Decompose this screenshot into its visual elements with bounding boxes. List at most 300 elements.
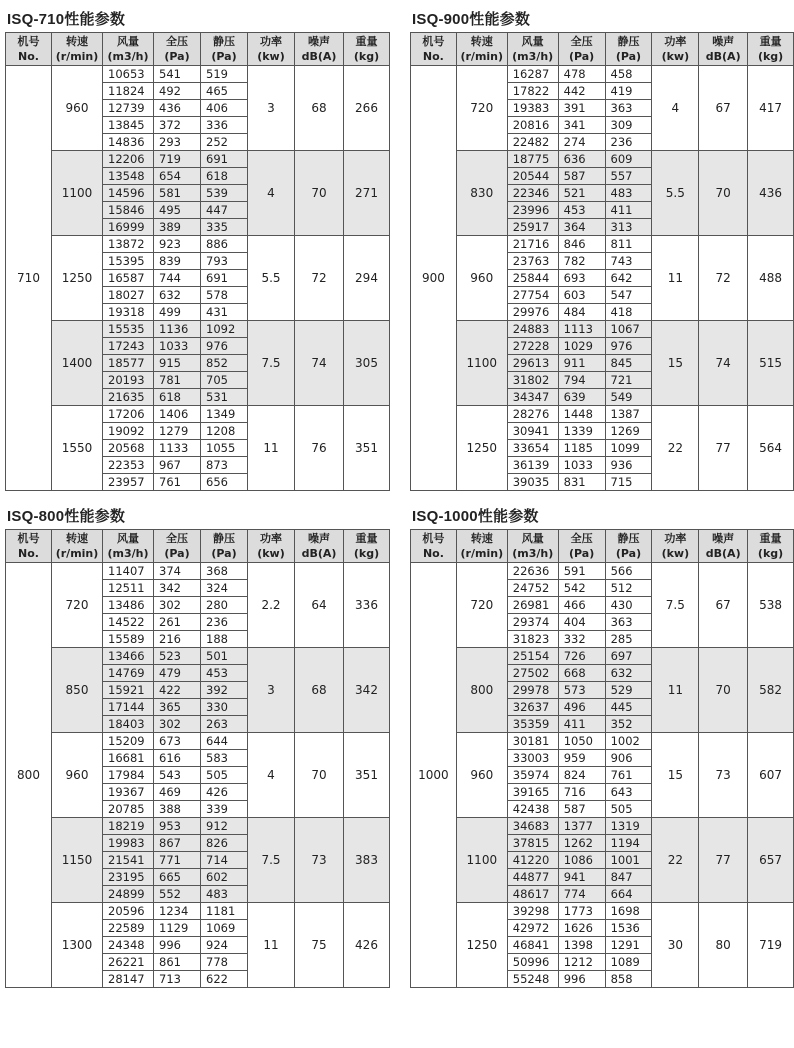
airflow-cell: 19318: [103, 304, 154, 321]
airflow-cell: 39165: [507, 784, 558, 801]
header-label: 风量: [117, 532, 139, 545]
airflow-cell: 22346: [507, 185, 558, 202]
airflow-cell: 14769: [103, 665, 154, 682]
weight-cell: 417: [748, 66, 794, 151]
static-pressure-cell: 1001: [605, 852, 652, 869]
header-label: 全压: [166, 532, 188, 545]
airflow-cell: 50996: [507, 954, 558, 971]
airflow-cell: 34347: [507, 389, 558, 406]
airflow-cell: 37815: [507, 835, 558, 852]
airflow-cell: 20816: [507, 117, 558, 134]
header-label: 全压: [570, 35, 593, 48]
table-row: [411, 648, 794, 665]
airflow-cell: 16681: [103, 750, 154, 767]
airflow-cell: 36139: [507, 457, 558, 474]
total-pressure-cell: 1029: [558, 338, 605, 355]
total-pressure-cell: 422: [154, 682, 201, 699]
weight-cell: 271: [344, 151, 390, 236]
static-pressure-cell: 309: [605, 117, 652, 134]
airflow-cell: 15589: [103, 631, 154, 648]
static-pressure-cell: 1181: [201, 903, 248, 920]
total-pressure-cell: 654: [154, 168, 201, 185]
total-pressure-cell: 587: [558, 168, 605, 185]
static-pressure-cell: 691: [201, 151, 248, 168]
total-pressure-cell: 1086: [558, 852, 605, 869]
table-block-isq-1000: [410, 505, 794, 988]
airflow-cell: 35974: [507, 767, 558, 784]
header-unit: dB(A): [705, 547, 741, 560]
total-pressure-cell: 959: [558, 750, 605, 767]
static-pressure-cell: 1055: [201, 440, 248, 457]
airflow-cell: 44877: [507, 869, 558, 886]
airflow-cell: 19092: [103, 423, 154, 440]
total-pressure-cell: 364: [558, 219, 605, 236]
static-pressure-cell: 642: [605, 270, 652, 287]
speed-cell: 1100: [52, 151, 103, 236]
airflow-cell: 20568: [103, 440, 154, 457]
power-cell: 7.5: [248, 321, 295, 406]
airflow-cell: 30941: [507, 423, 558, 440]
airflow-cell: 42438: [507, 801, 558, 818]
total-pressure-cell: 388: [154, 801, 201, 818]
header-label: 机号: [422, 35, 445, 48]
airflow-cell: 27754: [507, 287, 558, 304]
airflow-cell: 15921: [103, 682, 154, 699]
static-pressure-cell: 691: [201, 270, 248, 287]
airflow-cell: 33654: [507, 440, 558, 457]
noise-cell: 67: [699, 66, 748, 151]
static-pressure-cell: 363: [605, 100, 652, 117]
static-pressure-cell: 1002: [605, 733, 652, 750]
total-pressure-cell: 453: [558, 202, 605, 219]
airflow-cell: 18403: [103, 716, 154, 733]
weight-cell: 582: [748, 648, 794, 733]
noise-cell: 73: [699, 733, 748, 818]
total-pressure-cell: 365: [154, 699, 201, 716]
table-row: [6, 733, 390, 750]
header-unit: (m3/h): [512, 547, 554, 560]
table-row: [6, 151, 390, 168]
total-pressure-cell: 1033: [558, 457, 605, 474]
header-unit: (Pa): [164, 547, 190, 560]
static-pressure-cell: 1099: [605, 440, 652, 457]
weight-cell: 336: [344, 563, 390, 648]
static-pressure-cell: 418: [605, 304, 652, 321]
header-label: 转速: [470, 532, 493, 545]
weight-cell: 564: [748, 406, 794, 491]
static-pressure-cell: 715: [605, 474, 652, 491]
power-cell: 11: [248, 903, 295, 988]
total-pressure-cell: 541: [154, 66, 201, 83]
static-pressure-cell: 313: [605, 219, 652, 236]
header-label: 机号: [17, 532, 40, 545]
static-pressure-cell: 505: [201, 767, 248, 784]
total-pressure-cell: 713: [154, 971, 201, 988]
airflow-cell: 22482: [507, 134, 558, 151]
static-pressure-cell: 453: [201, 665, 248, 682]
airflow-cell: 23957: [103, 474, 154, 491]
header-unit: (m3/h): [107, 50, 149, 63]
total-pressure-cell: 941: [558, 869, 605, 886]
total-pressure-cell: 372: [154, 117, 201, 134]
static-pressure-cell: 811: [605, 236, 652, 253]
airflow-cell: 12739: [103, 100, 154, 117]
noise-cell: 68: [295, 66, 344, 151]
header-unit: dB(A): [301, 50, 337, 63]
airflow-cell: 20596: [103, 903, 154, 920]
total-pressure-cell: 389: [154, 219, 201, 236]
header-label: 转速: [66, 35, 88, 48]
total-pressure-cell: 665: [154, 869, 201, 886]
header-power: [652, 530, 699, 563]
noise-cell: 73: [295, 818, 344, 903]
header-label: 功率: [260, 532, 282, 545]
power-cell: 15: [652, 321, 699, 406]
total-pressure-cell: 1398: [558, 937, 605, 954]
speed-cell: 800: [456, 648, 507, 733]
airflow-cell: 23996: [507, 202, 558, 219]
airflow-cell: 13845: [103, 117, 154, 134]
table-row: [411, 66, 794, 83]
airflow-cell: 16587: [103, 270, 154, 287]
airflow-cell: 15535: [103, 321, 154, 338]
static-pressure-cell: 519: [201, 66, 248, 83]
total-pressure-cell: 591: [558, 563, 605, 580]
total-pressure-cell: 603: [558, 287, 605, 304]
table-block-isq-710: [5, 8, 390, 491]
total-pressure-cell: 953: [154, 818, 201, 835]
noise-cell: 64: [295, 563, 344, 648]
power-cell: 7.5: [248, 818, 295, 903]
total-pressure-cell: 794: [558, 372, 605, 389]
total-pressure-cell: 824: [558, 767, 605, 784]
header-unit: dB(A): [301, 547, 337, 560]
total-pressure-cell: 1033: [154, 338, 201, 355]
table-row: [411, 818, 794, 835]
speed-cell: 1250: [52, 236, 103, 321]
weight-cell: 383: [344, 818, 390, 903]
spec-table: [5, 32, 390, 491]
static-pressure-cell: 1387: [605, 406, 652, 423]
header-static-pressure: [605, 530, 652, 563]
speed-cell: 720: [456, 66, 507, 151]
airflow-cell: 18219: [103, 818, 154, 835]
airflow-cell: 46841: [507, 937, 558, 954]
header-weight: [748, 33, 794, 66]
airflow-cell: 13548: [103, 168, 154, 185]
noise-cell: 74: [295, 321, 344, 406]
noise-cell: 70: [699, 151, 748, 236]
total-pressure-cell: 616: [154, 750, 201, 767]
total-pressure-cell: 302: [154, 716, 201, 733]
static-pressure-cell: 721: [605, 372, 652, 389]
total-pressure-cell: 911: [558, 355, 605, 372]
total-pressure-cell: 1129: [154, 920, 201, 937]
airflow-cell: 15395: [103, 253, 154, 270]
header-static-pressure: [605, 33, 652, 66]
header-label: 机号: [17, 35, 40, 48]
total-pressure-cell: 673: [154, 733, 201, 750]
speed-cell: 1100: [456, 818, 507, 903]
airflow-cell: 25844: [507, 270, 558, 287]
weight-cell: 351: [344, 733, 390, 818]
header-unit: (kg): [353, 50, 380, 63]
airflow-cell: 29374: [507, 614, 558, 631]
header-noise: [699, 33, 748, 66]
header-label: 风量: [117, 35, 139, 48]
power-cell: 22: [652, 406, 699, 491]
table-row: [411, 563, 794, 580]
static-pressure-cell: 458: [605, 66, 652, 83]
header-label: 噪声: [712, 532, 735, 545]
total-pressure-cell: 342: [154, 580, 201, 597]
total-pressure-cell: 693: [558, 270, 605, 287]
model-number-cell: 1000: [411, 563, 457, 988]
total-pressure-cell: 302: [154, 597, 201, 614]
total-pressure-cell: 771: [154, 852, 201, 869]
header-noise: [699, 530, 748, 563]
airflow-cell: 17984: [103, 767, 154, 784]
speed-cell: 1100: [456, 321, 507, 406]
airflow-cell: 11824: [103, 83, 154, 100]
static-pressure-cell: 352: [605, 716, 652, 733]
noise-cell: 72: [295, 236, 344, 321]
airflow-cell: 39298: [507, 903, 558, 920]
static-pressure-cell: 761: [605, 767, 652, 784]
static-pressure-cell: 339: [201, 801, 248, 818]
airflow-cell: 22636: [507, 563, 558, 580]
header-unit: (Pa): [164, 50, 190, 63]
total-pressure-cell: 726: [558, 648, 605, 665]
speed-cell: 850: [52, 648, 103, 733]
total-pressure-cell: 261: [154, 614, 201, 631]
total-pressure-cell: 781: [154, 372, 201, 389]
header-unit: (Pa): [615, 50, 642, 63]
table-title: ISQ-710性能参数: [7, 11, 126, 28]
power-cell: 4: [248, 151, 295, 236]
airflow-cell: 25154: [507, 648, 558, 665]
speed-cell: 830: [456, 151, 507, 236]
total-pressure-cell: 1050: [558, 733, 605, 750]
total-pressure-cell: 996: [558, 971, 605, 988]
total-pressure-cell: 552: [154, 886, 201, 903]
header-total-pressure: [154, 530, 201, 563]
static-pressure-cell: 363: [605, 614, 652, 631]
airflow-cell: 28147: [103, 971, 154, 988]
airflow-cell: 12511: [103, 580, 154, 597]
total-pressure-cell: 492: [154, 83, 201, 100]
static-pressure-cell: 324: [201, 580, 248, 597]
total-pressure-cell: 341: [558, 117, 605, 134]
static-pressure-cell: 1208: [201, 423, 248, 440]
static-pressure-cell: 557: [605, 168, 652, 185]
header-label: 重量: [759, 532, 782, 545]
speed-cell: 1400: [52, 321, 103, 406]
static-pressure-cell: 465: [201, 83, 248, 100]
static-pressure-cell: 583: [201, 750, 248, 767]
total-pressure-cell: 523: [154, 648, 201, 665]
static-pressure-cell: 392: [201, 682, 248, 699]
airflow-cell: 39035: [507, 474, 558, 491]
airflow-cell: 34683: [507, 818, 558, 835]
header-unit: (Pa): [615, 547, 642, 560]
airflow-cell: 42972: [507, 920, 558, 937]
airflow-cell: 19367: [103, 784, 154, 801]
header-power: [652, 33, 699, 66]
total-pressure-cell: 967: [154, 457, 201, 474]
static-pressure-cell: 852: [201, 355, 248, 372]
table-row: [411, 406, 794, 423]
static-pressure-cell: 483: [201, 886, 248, 903]
table-row: [411, 236, 794, 253]
airflow-cell: 24899: [103, 886, 154, 903]
model-number-cell: 710: [6, 66, 52, 491]
weight-cell: 351: [344, 406, 390, 491]
static-pressure-cell: 549: [605, 389, 652, 406]
airflow-cell: 27502: [507, 665, 558, 682]
weight-cell: 488: [748, 236, 794, 321]
header-label: 静压: [213, 532, 235, 545]
table-row: [411, 733, 794, 750]
airflow-cell: 15846: [103, 202, 154, 219]
header-airflow: [507, 33, 558, 66]
header-weight: [344, 530, 390, 563]
header-noise: [295, 530, 344, 563]
table-block-isq-800: [5, 505, 390, 988]
power-cell: 3: [248, 648, 295, 733]
total-pressure-cell: 716: [558, 784, 605, 801]
header-label: 转速: [66, 532, 88, 545]
airflow-cell: 12206: [103, 151, 154, 168]
airflow-cell: 32637: [507, 699, 558, 716]
static-pressure-cell: 539: [201, 185, 248, 202]
static-pressure-cell: 826: [201, 835, 248, 852]
table-row: [6, 236, 390, 253]
total-pressure-cell: 639: [558, 389, 605, 406]
table-row: [6, 66, 390, 83]
total-pressure-cell: 496: [558, 699, 605, 716]
static-pressure-cell: 529: [605, 682, 652, 699]
total-pressure-cell: 1234: [154, 903, 201, 920]
airflow-cell: 29976: [507, 304, 558, 321]
header-model-no: [6, 33, 52, 66]
noise-cell: 77: [699, 406, 748, 491]
static-pressure-cell: 236: [605, 134, 652, 151]
noise-cell: 80: [699, 903, 748, 988]
static-pressure-cell: 445: [605, 699, 652, 716]
static-pressure-cell: 622: [201, 971, 248, 988]
airflow-cell: 24752: [507, 580, 558, 597]
static-pressure-cell: 936: [605, 457, 652, 474]
airflow-cell: 31802: [507, 372, 558, 389]
header-speed: [456, 33, 507, 66]
static-pressure-cell: 656: [201, 474, 248, 491]
header-airflow: [507, 530, 558, 563]
header-label: 风量: [521, 532, 544, 545]
weight-cell: 342: [344, 648, 390, 733]
speed-cell: 1250: [456, 406, 507, 491]
header-label: 噪声: [308, 35, 330, 48]
static-pressure-cell: 426: [201, 784, 248, 801]
static-pressure-cell: 1698: [605, 903, 652, 920]
airflow-cell: 13486: [103, 597, 154, 614]
total-pressure-cell: 923: [154, 236, 201, 253]
header-unit: (kg): [757, 50, 784, 63]
noise-cell: 72: [699, 236, 748, 321]
airflow-cell: 14522: [103, 614, 154, 631]
weight-cell: 607: [748, 733, 794, 818]
total-pressure-cell: 1113: [558, 321, 605, 338]
header-unit: No.: [18, 50, 39, 63]
airflow-cell: 14596: [103, 185, 154, 202]
airflow-cell: 21541: [103, 852, 154, 869]
header-label: 转速: [470, 35, 493, 48]
static-pressure-cell: 512: [605, 580, 652, 597]
total-pressure-cell: 391: [558, 100, 605, 117]
static-pressure-cell: 368: [201, 563, 248, 580]
total-pressure-cell: 744: [154, 270, 201, 287]
table-row: [6, 321, 390, 338]
airflow-cell: 28276: [507, 406, 558, 423]
total-pressure-cell: 839: [154, 253, 201, 270]
total-pressure-cell: 782: [558, 253, 605, 270]
header-model-no: [411, 530, 457, 563]
static-pressure-cell: 531: [201, 389, 248, 406]
airflow-cell: 10653: [103, 66, 154, 83]
header-label: 风量: [521, 35, 544, 48]
header-power: [248, 530, 295, 563]
airflow-cell: 17822: [507, 83, 558, 100]
static-pressure-cell: 924: [201, 937, 248, 954]
table-title: ISQ-900性能参数: [412, 11, 531, 28]
header-label: 噪声: [712, 35, 735, 48]
static-pressure-cell: 236: [201, 614, 248, 631]
airflow-cell: 22589: [103, 920, 154, 937]
static-pressure-cell: 906: [605, 750, 652, 767]
header-total-pressure: [154, 33, 201, 66]
airflow-cell: 13872: [103, 236, 154, 253]
static-pressure-cell: 263: [201, 716, 248, 733]
total-pressure-cell: 1339: [558, 423, 605, 440]
static-pressure-cell: 602: [201, 869, 248, 886]
total-pressure-cell: 636: [558, 151, 605, 168]
header-speed: [52, 33, 103, 66]
airflow-cell: 17243: [103, 338, 154, 355]
airflow-cell: 18027: [103, 287, 154, 304]
header-total-pressure: [558, 530, 605, 563]
static-pressure-cell: 1089: [605, 954, 652, 971]
airflow-cell: 41220: [507, 852, 558, 869]
header-unit: dB(A): [705, 50, 741, 63]
static-pressure-cell: 336: [201, 117, 248, 134]
table-row: [6, 818, 390, 835]
total-pressure-cell: 581: [154, 185, 201, 202]
weight-cell: 436: [748, 151, 794, 236]
airflow-cell: 23763: [507, 253, 558, 270]
header-weight: [344, 33, 390, 66]
header-unit: (r/min): [55, 50, 99, 63]
noise-cell: 70: [295, 151, 344, 236]
weight-cell: 305: [344, 321, 390, 406]
airflow-cell: 16287: [507, 66, 558, 83]
speed-cell: 720: [52, 563, 103, 648]
airflow-cell: 27228: [507, 338, 558, 355]
header-unit: (Pa): [211, 50, 237, 63]
static-pressure-cell: 1536: [605, 920, 652, 937]
header-noise: [295, 33, 344, 66]
noise-cell: 77: [699, 818, 748, 903]
header-speed: [456, 530, 507, 563]
